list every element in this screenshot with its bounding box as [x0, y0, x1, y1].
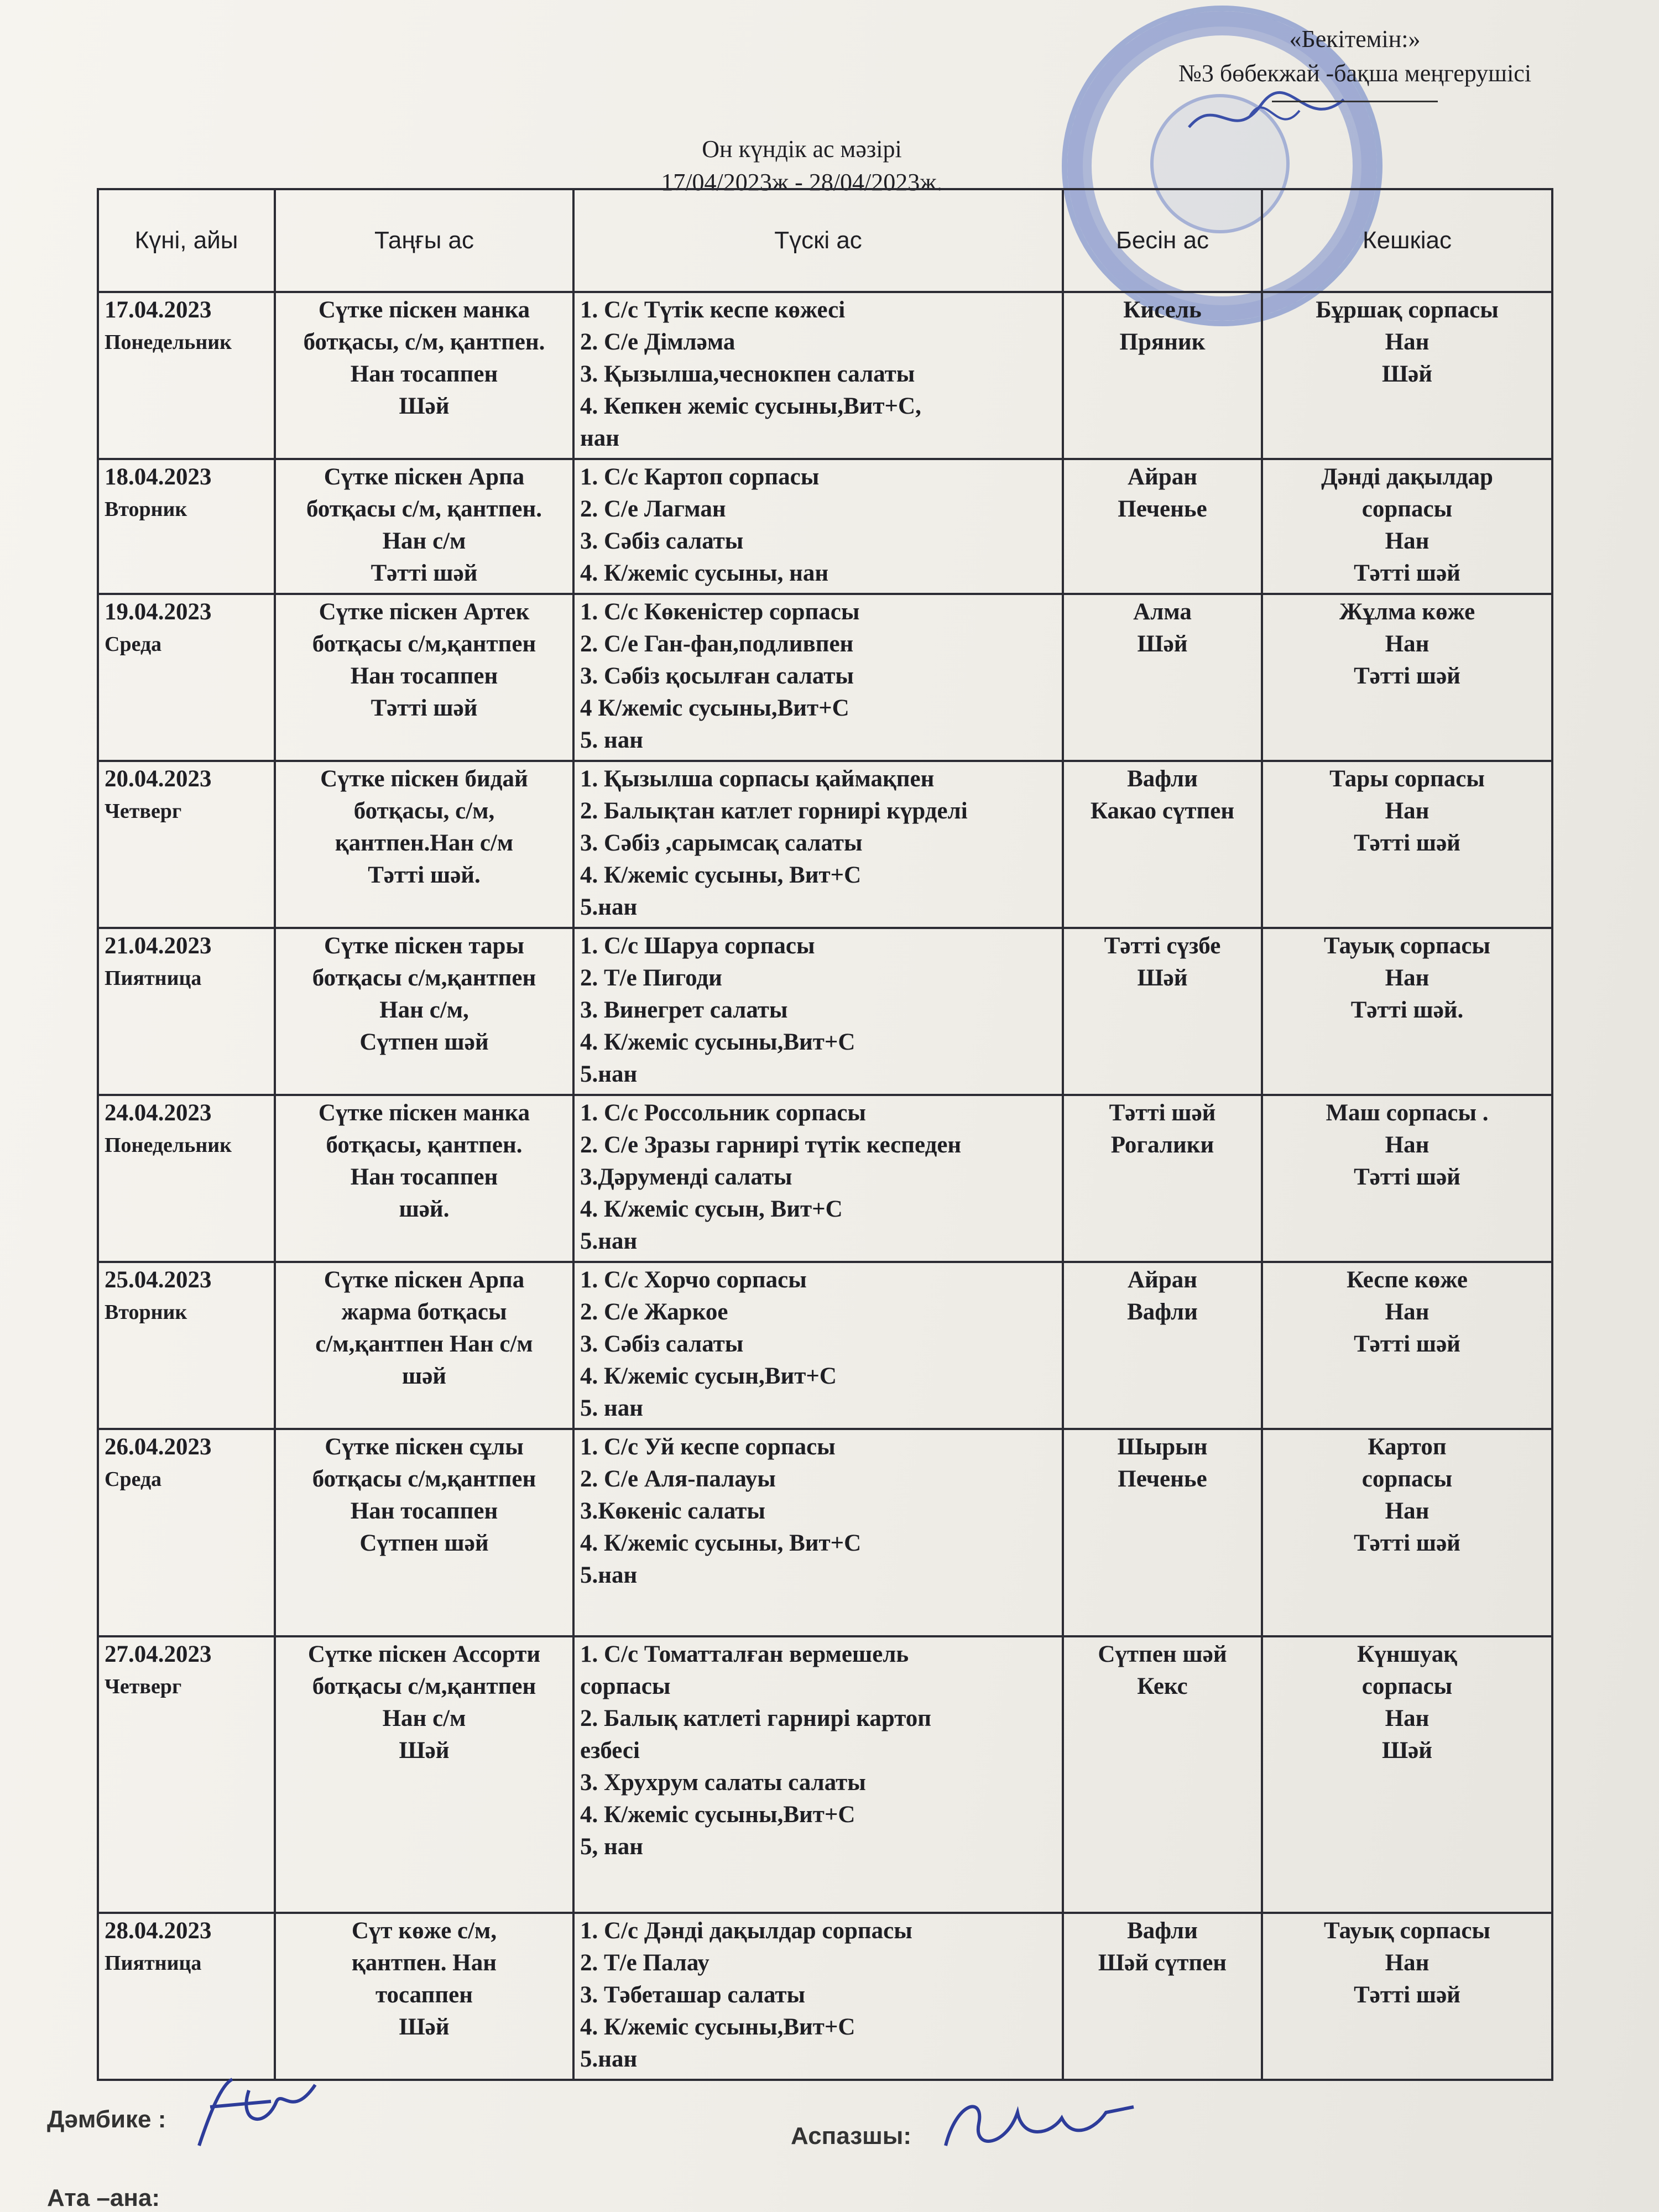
snack-item: Печенье: [1118, 496, 1207, 522]
breakfast-item: Тәтті шәй: [371, 560, 478, 586]
menu-row: [98, 292, 1552, 459]
lunch-item: 3. Сәбіз салаты: [580, 1331, 744, 1357]
weekday: Среда: [105, 1468, 162, 1491]
lunch-item: 1. Қызылша сорпасы қаймақпен: [580, 766, 935, 792]
breakfast-cell: [275, 459, 573, 594]
breakfast-item: қантпен. Нан: [351, 1950, 497, 1976]
dinner-item: Жұлма көже: [1339, 599, 1475, 625]
dinner-cell: [1262, 928, 1552, 1095]
dinner-item: Тәтті шәй: [1354, 1530, 1460, 1556]
breakfast-item: Сүт көже с/м,: [351, 1918, 497, 1944]
nurse-signature: [188, 2068, 321, 2151]
dinner-cell: [1262, 1636, 1552, 1913]
snack-cell: [1063, 292, 1262, 459]
lunch-item: 3.Дәруменді салаты: [580, 1164, 792, 1190]
weekday: Пиятница: [105, 967, 202, 990]
lunch-item: 2. Балық катлеті гарнирі картоп: [580, 1705, 932, 1731]
lunch-item: 5.нан: [580, 1228, 638, 1254]
lunch-item: 3. Хрухрум салаты салаты: [580, 1770, 866, 1796]
lunch-item: 1. С/с Томатталған вермешель: [580, 1641, 909, 1667]
approval-signature-line: [1272, 101, 1438, 102]
snack-cell: [1063, 1913, 1262, 2080]
dinner-item: сорпасы: [1361, 496, 1453, 522]
dinner-item: Картоп: [1368, 1434, 1447, 1460]
nurse-label: Дәмбике :: [47, 2106, 166, 2133]
snack-item: Алма: [1133, 599, 1192, 625]
breakfast-cell: [275, 1636, 573, 1913]
snack-item: Сүтпен шәй: [1098, 1641, 1227, 1667]
breakfast-item: Сүтке піскен Арпа: [324, 1267, 525, 1293]
dinner-item: Кеспе көже: [1347, 1267, 1468, 1293]
weekday: Четверг: [105, 1675, 182, 1698]
dinner-item: Дәнді дақылдар: [1321, 464, 1493, 490]
breakfast-item: Сүтке піскен манка: [318, 297, 530, 323]
dinner-item: Тәтті шәй: [1354, 560, 1460, 586]
dinner-item: Тәтті шәй: [1354, 1982, 1460, 2008]
breakfast-cell: [275, 292, 573, 459]
dinner-item: Шәй: [1381, 361, 1433, 387]
breakfast-item: Сүтке піскен сұлы: [325, 1434, 524, 1460]
snack-item: Пряник: [1119, 329, 1206, 355]
menu-row: [98, 594, 1552, 761]
date-cell: [98, 1429, 275, 1636]
breakfast-item: Нан тосаппен: [350, 361, 498, 387]
lunch-item: 2. С/е Ган-фан,подливпен: [580, 631, 854, 657]
dinner-cell: [1262, 459, 1552, 594]
header-dinner: Кешкіас: [1262, 189, 1552, 292]
snack-item: Шәй: [1137, 965, 1188, 991]
snack-item: Айран: [1127, 1267, 1198, 1293]
snack-cell: [1063, 459, 1262, 594]
date-cell: [98, 1636, 275, 1913]
snack-item: Какао сүтпен: [1090, 798, 1235, 824]
lunch-item: 5.нан: [580, 894, 638, 920]
weekday: Пиятница: [105, 1952, 202, 1975]
breakfast-cell: [275, 761, 573, 928]
lunch-item: 4. К/жеміс сусыны, Вит+С: [580, 862, 862, 888]
dinner-item: Нан: [1385, 1498, 1430, 1524]
lunch-cell: [573, 928, 1063, 1095]
lunch-item: 1. С/с Картоп сорпасы: [580, 464, 820, 490]
lunch-cell: [573, 1913, 1063, 2080]
menu-row: [98, 459, 1552, 594]
snack-cell: [1063, 761, 1262, 928]
snack-cell: [1063, 1262, 1262, 1429]
lunch-cell: [573, 292, 1063, 459]
lunch-item: 2. С/е Зразы гарнирі түтік кеспеден: [580, 1132, 962, 1158]
breakfast-item: Сүтке піскен манка: [318, 1100, 530, 1126]
lunch-item: 1. С/с Түтік кеспе көжесі: [580, 297, 846, 323]
snack-item: Печенье: [1118, 1466, 1207, 1492]
date-value: 17.04.2023: [105, 297, 212, 323]
dinner-item: Нан: [1385, 631, 1430, 657]
lunch-item: 1. С/с Шаруа сорпасы: [580, 933, 815, 959]
dinner-item: Тәтті шәй: [1354, 1164, 1460, 1190]
cook-signature: [940, 2090, 1139, 2157]
lunch-item: 4. К/жеміс сусыны,Вит+С: [580, 2014, 855, 2040]
lunch-item: 5, нан: [580, 1834, 644, 1860]
lunch-item: 2. С/е Жаркое: [580, 1299, 728, 1325]
lunch-item: 3. Қызылша,чеснокпен салаты: [580, 361, 915, 387]
lunch-item: 2. Т/е Пигоди: [580, 965, 722, 991]
lunch-item: 5.нан: [580, 1562, 638, 1588]
dinner-item: Тауық сорпасы: [1324, 933, 1490, 959]
date-value: 28.04.2023: [105, 1918, 212, 1944]
lunch-item: 5.нан: [580, 1061, 638, 1087]
lunch-item: 2. С/е Аля-палауы: [580, 1466, 776, 1492]
breakfast-item: Тәтті шәй.: [368, 862, 481, 888]
date-value: 24.04.2023: [105, 1100, 212, 1126]
breakfast-item: ботқасы с/м,қантпен: [312, 965, 536, 991]
lunch-item: 1. С/с Уй кеспе сорпасы: [580, 1434, 836, 1460]
snack-cell: [1063, 1429, 1262, 1636]
lunch-item: 4. К/жеміс сусыны, нан: [580, 560, 829, 586]
lunch-item: езбесі: [580, 1738, 640, 1764]
dinner-item: Нан: [1385, 965, 1430, 991]
breakfast-item: Сүтке піскен Ассорти: [307, 1641, 541, 1667]
lunch-item: 1. С/с Көкеністер сорпасы: [580, 599, 860, 625]
dinner-item: Нан: [1385, 1950, 1430, 1976]
date-value: 25.04.2023: [105, 1267, 212, 1293]
snack-item: Шырын: [1117, 1434, 1208, 1460]
lunch-item: 2. С/е Дімләма: [580, 329, 735, 355]
date-value: 21.04.2023: [105, 933, 212, 959]
dinner-cell: [1262, 594, 1552, 761]
dinner-item: Нан: [1385, 528, 1430, 554]
snack-item: Вафли: [1127, 1918, 1198, 1944]
lunch-item: 4 К/жеміс сусыны,Вит+С: [580, 695, 849, 721]
dinner-item: Күншуақ: [1357, 1641, 1457, 1667]
breakfast-item: шәй: [401, 1363, 447, 1389]
menu-row: [98, 761, 1552, 928]
dinner-item: Нан: [1385, 1705, 1430, 1731]
snack-cell: [1063, 928, 1262, 1095]
header-lunch: Түскі ас: [573, 189, 1063, 292]
lunch-cell: [573, 761, 1063, 928]
breakfast-item: ботқасы, с/м,: [353, 798, 495, 824]
date-cell: [98, 594, 275, 761]
breakfast-item: ботқасы, қантпен.: [326, 1132, 523, 1158]
date-value: 27.04.2023: [105, 1641, 212, 1667]
menu-row: [98, 1095, 1552, 1262]
breakfast-item: Шәй: [399, 2014, 450, 2040]
lunch-item: 4. Кепкен жеміс сусыны,Вит+С,: [580, 393, 921, 419]
breakfast-cell: [275, 594, 573, 761]
snack-item: Тәтті сүзбе: [1104, 933, 1221, 959]
lunch-item: 3. Тәбеташар салаты: [580, 1982, 806, 2008]
dinner-item: Нан: [1385, 1132, 1430, 1158]
dinner-item: Тәтті шәй: [1354, 830, 1460, 856]
snack-item: Шәй: [1137, 631, 1188, 657]
lunch-cell: [573, 594, 1063, 761]
breakfast-cell: [275, 1262, 573, 1429]
weekday: Вторник: [105, 498, 187, 521]
lunch-item: 5. нан: [580, 727, 644, 753]
snack-item: Шәй сүтпен: [1098, 1950, 1227, 1976]
approval-block: [1128, 22, 1582, 102]
lunch-item: 4. К/жеміс сусыны,Вит+С: [580, 1802, 855, 1828]
lunch-item: 3. Сәбіз қосылған салаты: [580, 663, 854, 689]
header-snack: Бесін ас: [1063, 189, 1262, 292]
breakfast-cell: [275, 1095, 573, 1262]
snack-item: Айран: [1127, 464, 1198, 490]
header-breakfast: Таңғы ас: [275, 189, 573, 292]
dinner-item: Тары сорпасы: [1329, 766, 1485, 792]
breakfast-item: Сүтке піскен тары: [324, 933, 524, 959]
lunch-item: нан: [580, 425, 620, 451]
breakfast-item: Нан с/м: [382, 1705, 466, 1731]
breakfast-item: Нан тосаппен: [350, 663, 498, 689]
dinner-cell: [1262, 292, 1552, 459]
breakfast-item: Шәй: [399, 393, 450, 419]
title-main: Он күндік ас мәзірі: [702, 135, 902, 163]
snack-item: Кекс: [1137, 1673, 1188, 1699]
dinner-item: Нан: [1385, 329, 1430, 355]
snack-item: Тәтті шәй: [1109, 1100, 1216, 1126]
breakfast-item: Сүтпен шәй: [359, 1029, 489, 1055]
weekday: Понедельник: [105, 331, 232, 354]
breakfast-item: Сүтпен шәй: [359, 1530, 489, 1556]
lunch-item: 1. С/с Россольник сорпасы: [580, 1100, 867, 1126]
breakfast-cell: [275, 1429, 573, 1636]
menu-table: [97, 188, 1553, 2081]
date-cell: [98, 1262, 275, 1429]
breakfast-item: ботқасы, с/м, қантпен.: [303, 329, 545, 355]
lunch-item: 2. Т/е Палау: [580, 1950, 709, 1976]
lunch-item: 3. Сәбіз салаты: [580, 528, 744, 554]
date-cell: [98, 292, 275, 459]
header-date: Күні, айы: [98, 189, 275, 292]
approval-title: «Бекітемін:»: [1289, 25, 1421, 53]
header-row: [98, 189, 1552, 292]
breakfast-item: ботқасы с/м,қантпен: [312, 631, 536, 657]
breakfast-item: Нан тосаппен: [350, 1498, 498, 1524]
dinner-item: Нан: [1385, 798, 1430, 824]
dinner-item: Тәтті шәй: [1354, 1331, 1460, 1357]
breakfast-item: Тәтті шәй: [371, 695, 478, 721]
date-cell: [98, 1095, 275, 1262]
parents-label: Ата –ана:: [47, 2184, 160, 2211]
breakfast-item: Шәй: [399, 1738, 450, 1764]
snack-item: Кисель: [1123, 297, 1202, 323]
dinner-cell: [1262, 1429, 1552, 1636]
dinner-item: Бұршақ сорпасы: [1316, 297, 1499, 323]
date-cell: [98, 928, 275, 1095]
breakfast-item: ботқасы с/м,қантпен: [312, 1673, 536, 1699]
dinner-cell: [1262, 1913, 1552, 2080]
dinner-item: сорпасы: [1361, 1673, 1453, 1699]
lunch-item: 2. С/е Лагман: [580, 496, 726, 522]
date-cell: [98, 459, 275, 594]
dinner-item: сорпасы: [1361, 1466, 1453, 1492]
lunch-item: 5. нан: [580, 1395, 644, 1421]
breakfast-item: Сүтке піскен Артек: [319, 599, 530, 625]
menu-row: [98, 1913, 1552, 2080]
snack-cell: [1063, 1095, 1262, 1262]
breakfast-cell: [275, 928, 573, 1095]
weekday: Среда: [105, 633, 162, 656]
snack-cell: [1063, 594, 1262, 761]
lunch-item: 3. Винегрет салаты: [580, 997, 788, 1023]
cook-label: Аспазшы:: [791, 2122, 912, 2150]
dinner-item: Тәтті шәй.: [1350, 997, 1464, 1023]
breakfast-item: тосаппен: [375, 1982, 473, 2008]
lunch-cell: [573, 1429, 1063, 1636]
menu-row: [98, 1429, 1552, 1636]
menu-body: [98, 292, 1552, 2080]
breakfast-item: жарма ботқасы: [341, 1299, 507, 1325]
date-value: 26.04.2023: [105, 1434, 212, 1460]
breakfast-item: Сүтке піскен Арпа: [324, 464, 525, 490]
breakfast-item: Нан тосаппен: [350, 1164, 498, 1190]
date-value: 20.04.2023: [105, 766, 212, 792]
title-dates: 17/04/2023ж - 28/04/2023ж.: [661, 169, 943, 196]
dinner-item: Тауық сорпасы: [1324, 1918, 1490, 1944]
date-value: 18.04.2023: [105, 464, 212, 490]
weekday: Вторник: [105, 1301, 187, 1324]
dinner-item: Нан: [1385, 1299, 1430, 1325]
snack-item: Рогалики: [1110, 1132, 1214, 1158]
date-cell: [98, 1913, 275, 2080]
dinner-cell: [1262, 1095, 1552, 1262]
breakfast-item: с/м,қантпен Нан с/м: [315, 1331, 533, 1357]
lunch-item: 2. Балықтан катлет горнирі күрделі: [580, 798, 968, 824]
dinner-cell: [1262, 1262, 1552, 1429]
breakfast-item: шәй.: [399, 1196, 450, 1222]
dinner-cell: [1262, 761, 1552, 928]
date-value: 19.04.2023: [105, 599, 212, 625]
snack-item: Вафли: [1127, 766, 1198, 792]
breakfast-item: Сүтке піскен бидай: [320, 766, 528, 792]
snack-item: Вафли: [1127, 1299, 1198, 1325]
dinner-item: Шәй: [1381, 1738, 1433, 1764]
lunch-cell: [573, 1636, 1063, 1913]
menu-row: [98, 928, 1552, 1095]
snack-cell: [1063, 1636, 1262, 1913]
lunch-item: 4. К/жеміс сусыны, Вит+С: [580, 1530, 862, 1556]
breakfast-item: Нан с/м,: [379, 997, 469, 1023]
menu-row: [98, 1636, 1552, 1913]
lunch-item: сорпасы: [580, 1673, 671, 1699]
lunch-item: 4. К/жеміс сусыны,Вит+С: [580, 1029, 855, 1055]
breakfast-cell: [275, 1913, 573, 2080]
lunch-cell: [573, 1095, 1063, 1262]
breakfast-item: ботқасы с/м, қантпен.: [306, 496, 542, 522]
lunch-item: 1. С/с Хорчо сорпасы: [580, 1267, 807, 1293]
lunch-item: 4. К/жеміс сусын, Вит+С: [580, 1196, 843, 1222]
approval-position: №3 бөбекжай -бақша меңгерушісі: [1178, 60, 1532, 87]
lunch-cell: [573, 1262, 1063, 1429]
weekday: Понедельник: [105, 1134, 232, 1157]
weekday: Четверг: [105, 800, 182, 823]
breakfast-item: қантпен.Нан с/м: [335, 830, 514, 856]
lunch-item: 5.нан: [580, 2046, 638, 2072]
lunch-item: 1. С/с Дәнді дақылдар сорпасы: [580, 1918, 912, 1944]
lunch-item: 3. Сәбіз ,сарымсақ салаты: [580, 830, 863, 856]
dinner-item: Тәтті шәй: [1354, 663, 1460, 689]
breakfast-item: Нан с/м: [382, 528, 466, 554]
dinner-item: Маш сорпасы .: [1326, 1100, 1489, 1126]
lunch-item: 3.Көкеніс салаты: [580, 1498, 765, 1524]
date-cell: [98, 761, 275, 928]
menu-row: [98, 1262, 1552, 1429]
lunch-item: 4. К/жеміс сусын,Вит+С: [580, 1363, 837, 1389]
lunch-cell: [573, 459, 1063, 594]
breakfast-item: ботқасы с/м,қантпен: [312, 1466, 536, 1492]
